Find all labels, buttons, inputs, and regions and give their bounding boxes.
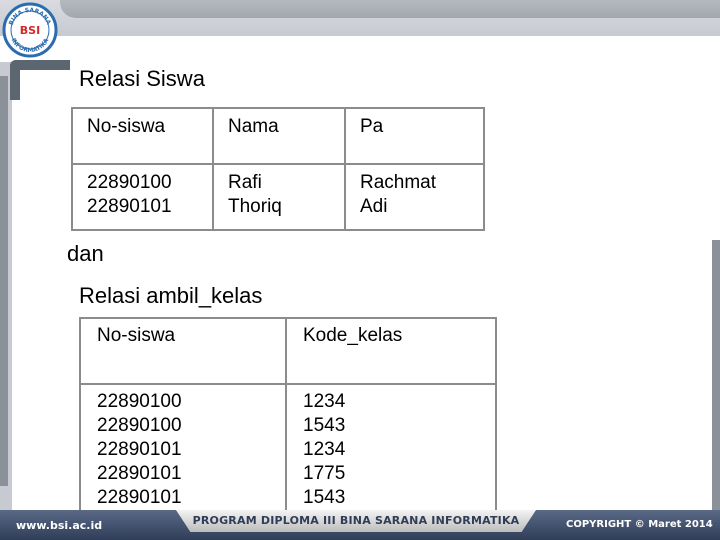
cell-kode-kelas: 1234 1543 1234 1775 1543 (303, 391, 346, 508)
header-no-siswa: No-siswa (87, 116, 166, 137)
conjunction-text: dan (67, 241, 104, 266)
top-frame-tab (60, 0, 720, 18)
header-kode-kelas: Kode_kelas (303, 325, 403, 346)
footer-program-text: PROGRAM DIPLOMA III BINA SARANA INFORMATIKA (192, 514, 520, 527)
relasi-siswa-title: Relasi Siswa (79, 66, 205, 91)
header-pa: Pa (360, 116, 384, 137)
header-nama: Nama (228, 116, 279, 137)
cell-pa: Rachmat Adi (360, 172, 437, 217)
logo-text-bottom: INFORMATIKA (9, 37, 51, 55)
cell-no-siswa: 22890100 22890101 (87, 172, 172, 217)
table-row (72, 164, 484, 230)
bsi-logo (2, 2, 58, 58)
relasi-ambil-kelas-table (79, 317, 497, 513)
table-row (80, 384, 496, 512)
left-frame-inner-bar (0, 76, 8, 486)
logo-mark: BSI (19, 24, 41, 37)
cell-nama: Rafi Thoriq (228, 172, 282, 217)
logo-text-top: BINA SARANA (7, 6, 52, 27)
table-header-row (80, 318, 496, 384)
right-frame-bar (712, 240, 720, 510)
cell-no-siswa: 22890100 22890100 22890101 22890101 22890101 (97, 391, 182, 508)
footer-url: www.bsi.ac.id (16, 519, 103, 532)
table-header-row (72, 108, 484, 164)
footer-copyright: COPYRIGHT © Maret 2014 (566, 519, 713, 530)
relasi-ambil-kelas-title: Relasi ambil_kelas (79, 283, 263, 308)
header-no-siswa: No-siswa (97, 325, 176, 346)
corner-bracket (10, 60, 70, 100)
relasi-siswa-table (71, 107, 485, 231)
